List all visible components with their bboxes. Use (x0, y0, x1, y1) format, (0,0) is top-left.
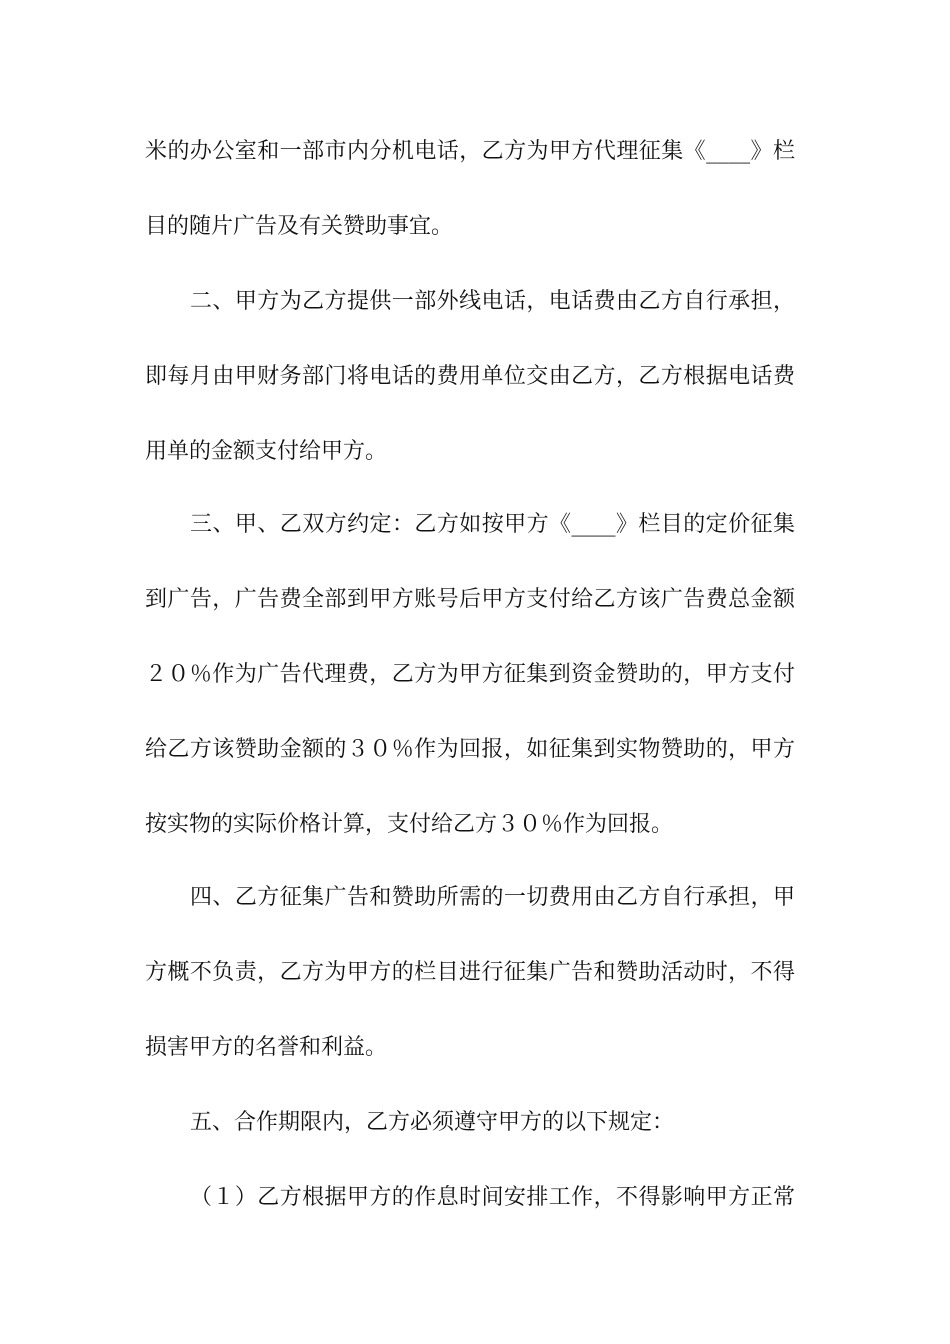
text-line: 四、乙方征集广告和赞助所需的一切费用由乙方自行承担，甲 (190, 885, 795, 910)
text-line: 用单的金额支付给甲方。 (145, 439, 388, 464)
text-line: 损害甲方的名誉和利益。 (145, 1035, 388, 1060)
text-line: 给乙方该赞助金额的３０％作为回报，如征集到实物赞助的，甲方 (145, 737, 795, 762)
text-line: （１）乙方根据甲方的作息时间安排工作，不得影响甲方正常 (190, 1185, 795, 1210)
text-line: 按实物的实际价格计算，支付给乙方３０％作为回报。 (145, 812, 674, 837)
text-line: 目的随片广告及有关赞助事宜。 (145, 214, 454, 239)
text-line: 方概不负责，乙方为甲方的栏目进行征集广告和赞助活动时，不得 (145, 960, 795, 985)
text-line: ２０％作为广告代理费，乙方为甲方征集到资金赞助的，甲方支付 (145, 662, 795, 687)
text-line: 即每月由甲财务部门将电话的费用单位交由乙方，乙方根据电话费 (145, 364, 795, 389)
text-line: 到广告，广告费全部到甲方账号后甲方支付给乙方该广告费总金额 (145, 587, 795, 612)
text-line: 二、甲方为乙方提供一部外线电话，电话费由乙方自行承担， (190, 289, 795, 314)
text-line: 三、甲、乙双方约定：乙方如按甲方《____》栏目的定价征集 (190, 512, 795, 537)
text-line: 五、合作期限内，乙方必须遵守甲方的以下规定： (190, 1110, 675, 1135)
text-line: 米的办公室和一部市内分机电话，乙方为甲方代理征集《____》栏 (145, 139, 795, 164)
